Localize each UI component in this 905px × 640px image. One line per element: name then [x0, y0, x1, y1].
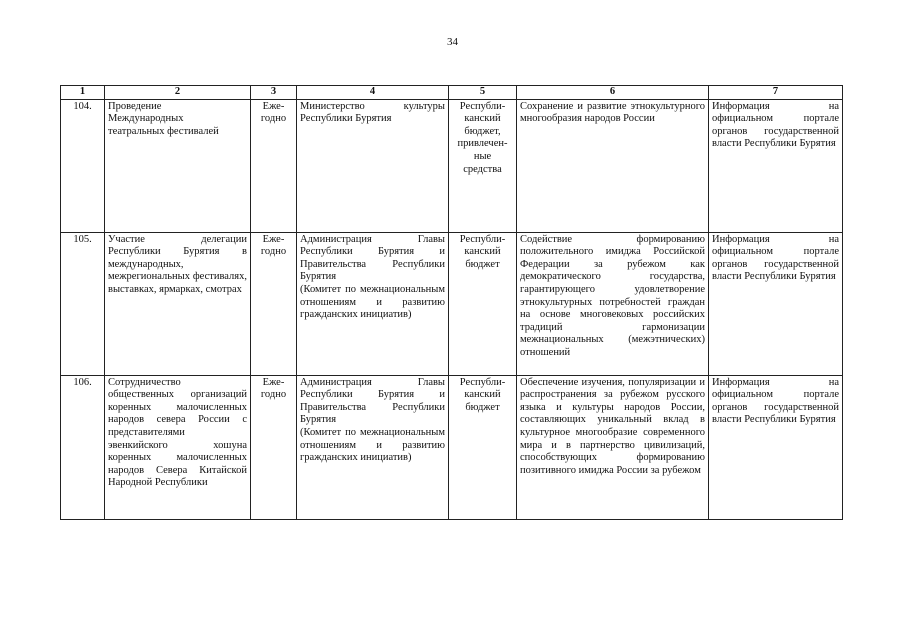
table-row: [61, 99, 843, 232]
table-row: [61, 232, 843, 375]
info-cell: Информация на официальном портале органов государственной власти Республики Бурятия: [709, 99, 843, 232]
header-col-1: 1: [61, 86, 105, 100]
row-number: 105.: [61, 232, 105, 375]
row-number: 104.: [61, 99, 105, 232]
header-col-5: 5: [449, 86, 517, 100]
info-cell: Информация на официальном портале органов государственной власти Республики Бурятия: [709, 232, 843, 375]
event-cell: Проведение Международных театральных фестивалей: [105, 99, 251, 232]
period-cell: Еже- годно: [251, 232, 297, 375]
row-number: 106.: [61, 375, 105, 519]
page-number: 34: [447, 36, 458, 48]
event-cell: Участие делегации Республики Бурятия в международных, межрегиональных фестивалях, выставках, ярмарках, смотрах: [105, 232, 251, 375]
executor-cell: Министерство культуры Республики Бурятия: [297, 99, 449, 232]
goal-cell: Обеспечение изучения, популяризации и распространения за рубежом русского языка и культуры народов России, составляющих уникальный вклад в культурное многообразие современного мира и в партнерство цивилизаций, способствующих формированию позитивного имиджа России за рубежом: [517, 375, 709, 519]
funding-cell: Республи- канский бюджет: [449, 232, 517, 375]
funding-cell: Республи- канский бюджет: [449, 375, 517, 519]
header-col-4: 4: [297, 86, 449, 100]
goal-cell: Сохранение и развитие этнокультурного многообразия народов России: [517, 99, 709, 232]
executor-cell: Администрация Главы Республики Бурятия и Правительства Республики Бурятия (Комитет по межнациональным отношениям и развитию гражданских инициатив): [297, 232, 449, 375]
period-cell: Еже- годно: [251, 375, 297, 519]
period-cell: Еже- годно: [251, 99, 297, 232]
funding-cell: Республи- канский бюджет, привлечен- ные средства: [449, 99, 517, 232]
header-col-7: 7: [709, 86, 843, 100]
info-cell: Информация на официальном портале органов государственной власти Республики Бурятия: [709, 375, 843, 519]
header-col-3: 3: [251, 86, 297, 100]
executor-cell: Администрация Главы Республики Бурятия и Правительства Республики Бурятия (Комитет по межнациональным отношениям и развитию гражданских инициатив): [297, 375, 449, 519]
events-table: [60, 85, 843, 520]
table-row: [61, 375, 843, 519]
header-row: [61, 86, 843, 100]
event-cell: Сотрудничество общественных организаций коренных малочисленных народов севера России с представителями эвенкийского хошуна коренных малочисленных народов Севера Китайской Народной Республики: [105, 375, 251, 519]
goal-cell: Содействие формированию положительного имиджа Российской Федерации за рубежом как демократического государства, гарантирующего удовлетворение этнокультурных потребностей граждан на основе многовековых российских традиций гармонизации межнациональных (межэтнических) отношений: [517, 232, 709, 375]
header-col-6: 6: [517, 86, 709, 100]
header-col-2: 2: [105, 86, 251, 100]
